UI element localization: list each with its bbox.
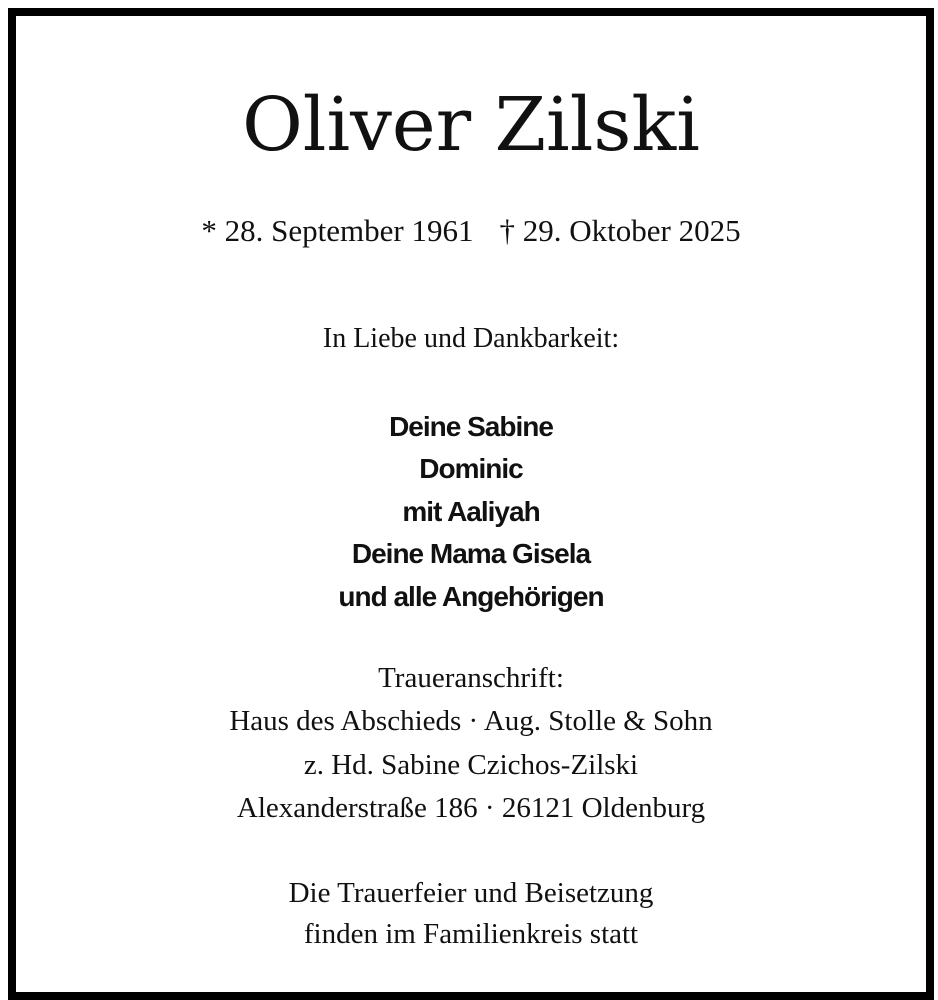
- birth-date: * 28. September 1961: [201, 213, 474, 248]
- address-line: Haus des Abschieds · Aug. Stolle & Sohn: [229, 705, 713, 737]
- family-member: und alle Angehörigen: [338, 581, 604, 612]
- address-line: Alexanderstraße 186 · 26121 Oldenburg: [236, 792, 706, 824]
- death-date: † 29. Oktober 2025: [499, 213, 741, 248]
- family-member: mit Aaliyah: [402, 496, 540, 527]
- ceremony-notice: Die Trauerfeier und Beisetzung: [288, 877, 654, 909]
- ceremony-notice: finden im Familienkreis statt: [303, 918, 639, 950]
- life-dates: [16, 213, 926, 249]
- address-heading: Traueranschrift:: [378, 662, 564, 694]
- address-line: z. Hd. Sabine Czichos-Zilski: [303, 749, 639, 781]
- family-member: Deine Sabine: [389, 411, 553, 442]
- intro-line: In Liebe und Dankbarkeit:: [322, 323, 620, 354]
- family-member: Deine Mama Gisela: [351, 538, 591, 569]
- family-member: Dominic: [419, 453, 523, 484]
- obituary-frame: [8, 8, 934, 1000]
- deceased-name: Oliver Zilski: [242, 82, 700, 168]
